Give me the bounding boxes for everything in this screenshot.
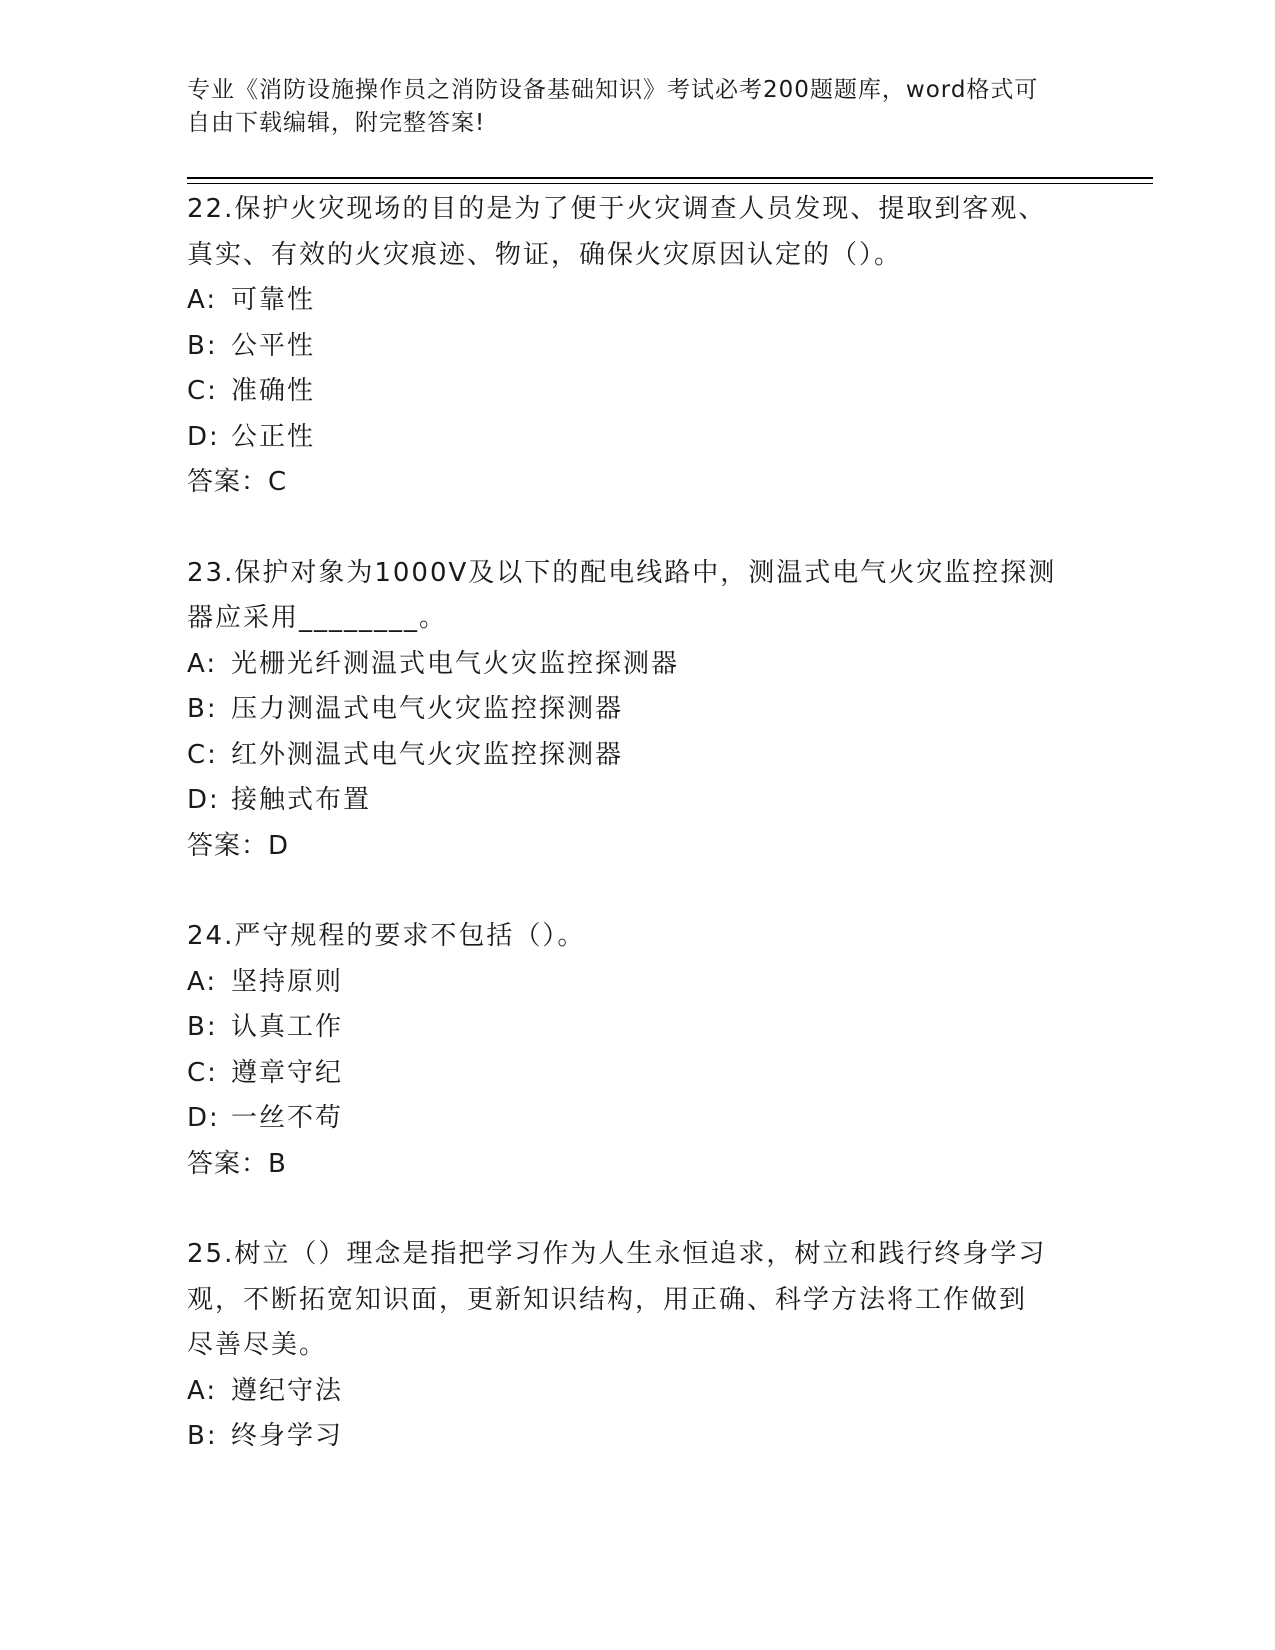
question-block — [187, 1232, 1087, 1460]
option-label: D: — [187, 785, 220, 815]
answer-option — [187, 415, 1087, 461]
question-stem-line: 25.树立（）理念是指把学习作为人生永恒追求，树立和践行终身学习 — [187, 1239, 1047, 1269]
answer-option — [187, 778, 1087, 824]
option-text: 遵纪守法 — [231, 1375, 344, 1406]
answer-option — [187, 1096, 1087, 1142]
option-label: B: — [187, 330, 218, 361]
answer-option — [187, 687, 1087, 733]
question-spacer — [187, 1187, 1087, 1232]
question-block — [187, 187, 1087, 506]
option-label: C: — [187, 1057, 218, 1088]
header-rule-thin — [187, 183, 1153, 184]
answer-option — [187, 1051, 1087, 1097]
answer-option — [187, 369, 1087, 415]
option-label: C: — [187, 376, 218, 406]
question-stem-line: 器应采用________。 — [187, 603, 448, 633]
option-label: A: — [187, 966, 218, 997]
option-text: 光栅光纤测温式电气火灾监控探测器 — [231, 648, 680, 679]
option-text: 压力测温式电气火灾监控探测器 — [231, 694, 624, 724]
header-line-2: 自由下载编辑，附完整答案! — [187, 110, 486, 136]
answer-line: 答案：C — [187, 467, 288, 497]
option-text: 准确性 — [231, 376, 316, 406]
document-header — [187, 74, 1087, 140]
option-label: C: — [187, 739, 218, 770]
answer-option — [187, 642, 1087, 688]
question-list — [187, 187, 1087, 1460]
option-text: 公平性 — [231, 330, 316, 361]
option-label: D: — [187, 421, 220, 452]
question-spacer — [187, 869, 1087, 914]
option-label: A: — [187, 648, 218, 679]
option-text: 可靠性 — [231, 285, 316, 315]
option-text: 公正性 — [231, 421, 316, 452]
question-stem-line: 22.保护火灾现场的目的是为了便于火灾调查人员发现、提取到客观、 — [187, 194, 1047, 224]
option-label: A: — [187, 1375, 218, 1406]
answer-option — [187, 733, 1087, 779]
question-block — [187, 551, 1087, 870]
question-block — [187, 914, 1087, 1187]
option-text: 认真工作 — [231, 1012, 344, 1042]
option-text: 接触式布置 — [231, 785, 372, 815]
answer-option — [187, 960, 1087, 1006]
question-stem-line: 23.保护对象为1000V及以下的配电线路中，测温式电气火灾监控探测 — [187, 557, 1057, 588]
header-rule-thick — [187, 177, 1153, 179]
option-text: 一丝不苟 — [231, 1103, 344, 1133]
answer-line: 答案：B — [187, 1148, 287, 1179]
option-text: 坚持原则 — [231, 966, 344, 997]
option-label: B: — [187, 1421, 218, 1451]
question-stem-line: 观，不断拓宽知识面，更新知识结构，用正确、科学方法将工作做到 — [187, 1284, 1028, 1315]
answer-option — [187, 1369, 1087, 1415]
answer-option — [187, 278, 1087, 324]
answer-option — [187, 324, 1087, 370]
answer-option — [187, 1005, 1087, 1051]
option-text: 红外测温式电气火灾监控探测器 — [231, 739, 624, 770]
question-stem-line: 真实、有效的火灾痕迹、物证，确保火灾原因认定的（）。 — [187, 239, 903, 270]
question-stem-line: 24.严守规程的要求不包括（）。 — [187, 921, 586, 951]
option-label: B: — [187, 1012, 218, 1042]
answer-line: 答案：D — [187, 830, 290, 861]
option-text: 遵章守纪 — [231, 1057, 344, 1088]
option-text: 终身学习 — [231, 1421, 344, 1451]
header-line-1: 专业《消防设施操作员之消防设备基础知识》考试必考200题题库，word格式可 — [187, 77, 1039, 103]
option-label: A: — [187, 285, 218, 315]
answer-option — [187, 1414, 1087, 1460]
question-spacer — [187, 506, 1087, 551]
option-label: B: — [187, 694, 218, 724]
option-label: D: — [187, 1103, 220, 1133]
question-stem-line: 尽善尽美。 — [187, 1330, 328, 1360]
